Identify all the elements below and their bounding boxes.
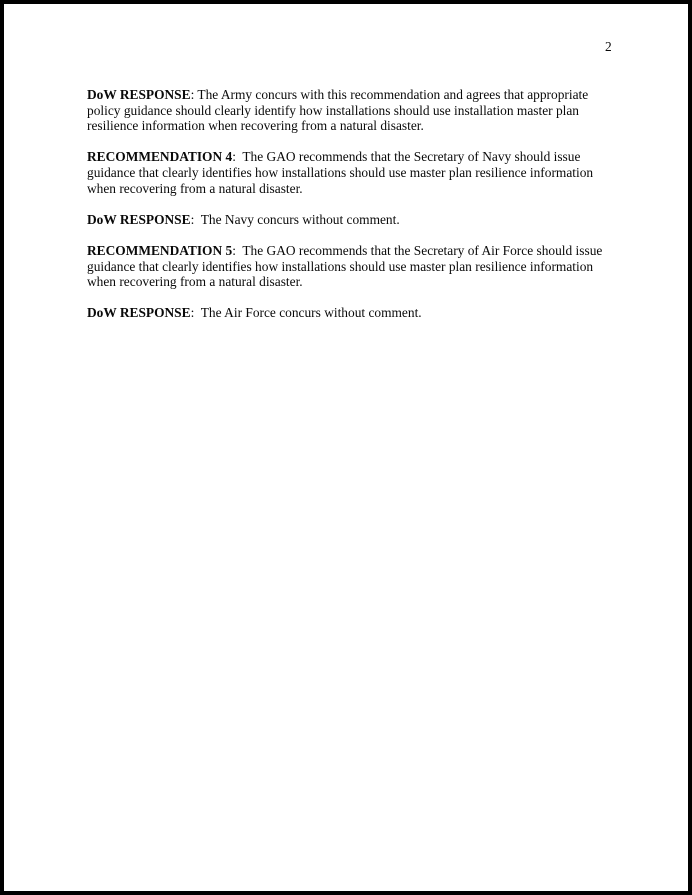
paragraph-label: RECOMMENDATION 4 [87, 149, 233, 165]
paragraph-dow-response-air-force [87, 305, 618, 321]
paragraph-separator: : [232, 149, 243, 165]
page-number: 2 [605, 39, 612, 54]
paragraph-text: The Air Force concurs without comment. [200, 305, 422, 321]
paragraph-recommendation-4 [87, 149, 618, 196]
paragraph-separator: : [190, 87, 198, 102]
document-body [87, 87, 618, 337]
paragraph-dow-response-navy [87, 212, 618, 228]
paragraph-dow-response-army [87, 87, 618, 134]
paragraph-label: DoW RESPONSE [87, 87, 191, 102]
paragraph-recommendation-5 [87, 243, 618, 290]
paragraph-separator: : [190, 305, 201, 321]
paragraph-separator: : [232, 242, 243, 258]
paragraph-text: The Navy concurs without comment. [200, 211, 400, 227]
paragraph-text: The GAO recommends that the Secretary of Navy should issue guidance that clearly identifies how installations should use master plan resilience information when recovering from a natural disaster. [87, 149, 597, 196]
paragraph-label: DoW RESPONSE [87, 305, 191, 321]
paragraph-label: DoW RESPONSE [87, 211, 191, 227]
paragraph-text: The Army concurs with this recommendation and agrees that appropriate policy guidance should clearly identify how installations should use installation master plan resilience information when recovering from a natural disaster. [87, 87, 592, 134]
paragraph-text: The GAO recommends that the Secretary of Air Force should issue guidance that clearly identifies how installations should use master plan resilience information when recovering from a natural disaster. [87, 242, 606, 290]
paragraph-separator: : [190, 211, 201, 227]
paragraph-label: RECOMMENDATION 5 [87, 242, 233, 258]
